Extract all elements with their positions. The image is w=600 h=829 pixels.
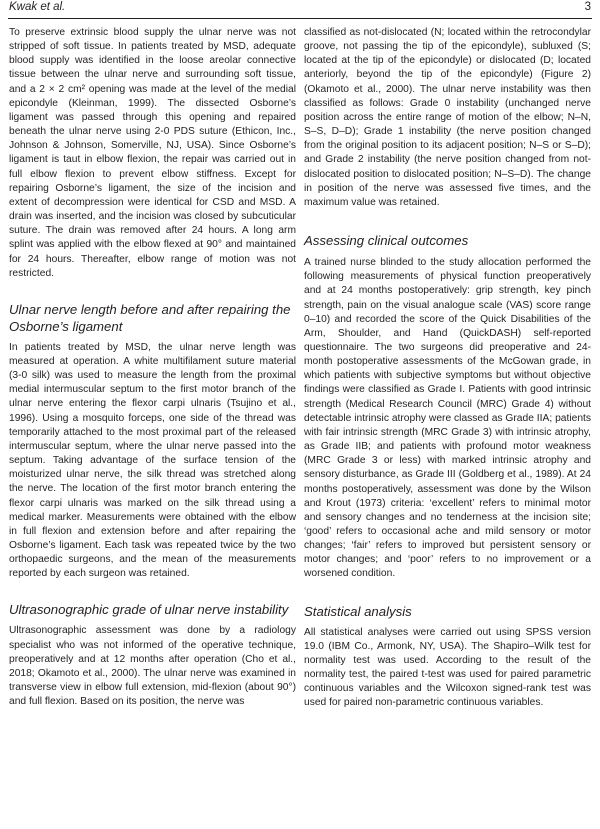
paragraph-clinical-outcomes: A trained nurse blinded to the study allocation performed the following measurements of physical function preoperatively and at 24 months postoperatively: grip strength, key pinch strength, pain on the visual analogue scale (VAS) score range 0–10) and recorded the score of the Quick Disabilities of the Arm, Shoulder, and Hand (QuickDASH) self-reported questionnaire. The two surgeons did preoperative and 24-month postoperative assessments of the McGowan grade, in which patients with subjective symptoms but without objective findings were classified as Grade I. Patients with good intrinsic strength (Medical Research Council (MRC) Grade 4) without detectable intrinsic atrophy were classed as Grade IIA; patients with fair intrinsic strength (MRC Grade 3) with intrinsic atrophy, as Grade IIB; and patients with profound motor weakness (MRC Grade 3 or less) with marked intrinsic atrophy and sensory disturbance, as Grade III (Goldberg et al., 1989). At 24 months postoperatively, assessment was done by the Wilson and Krout (1973) criteria: ‘excellent’ refers to minimal motor and sensory changes and no tenderness at the incision site; ‘good’ refers to occasional ache and mild sensory or motor changes; ‘fair’ refers to improved but persistent sensory or motor changes; and ‘poor’ refers to no improvement or a worsened condition. (304, 257, 591, 580)
heading-clinical-outcomes: Assessing clinical outcomes (304, 233, 469, 249)
heading-ulnar-nerve-length: Ulnar nerve length before and after repairing the Osborne’s ligament (9, 301, 291, 334)
paragraph-statistical-analysis: All statistical analyses were carried out using SPSS version 19.0 (IBM Co., Armonk, NY, USA). The Shapiro–Wilk test for normality test was used. According to the result of the normality test, the paired t-test was used for paired parametric continuous variables and the Wilcoxon signed-rank test was used for paired non-parametric continuous variables. (304, 626, 591, 709)
page-number: 3 (584, 1, 591, 13)
heading-statistical-analysis: Statistical analysis (304, 603, 412, 619)
header-rule (8, 18, 592, 19)
paragraph-instability-classification: classified as not-dislocated (N; located within the retrocondylar groove, not passing the tip of the epicondyle), subluxed (S; located at the tip of the epicondyle) or dislocated (D; located anteriorly, beyond the tip of the epicondyle) (Figure 2) (Okamoto et al., 2000). The ulnar nerve instability was then classified as follows: Grade 0 instability (unchanged nerve position across the entire range of motion of the elbow; N–N, S–S, D–D); Grade 1 instability (the nerve position changed from the original position to its adjacent position; N–S or S–D); and Grade 2 instability (the nerve position changed from not-dislocated position to dislocated position; N–S–D). The change in position of the nerve was assessed five times, and the maximum value was retained. (304, 27, 591, 208)
running-head: Kwak et al. (9, 1, 66, 13)
paragraph-ultrasonographic-grade: Ultrasonographic assessment was done by a radiology specialist who was not informed of the operative technique, preoperatively and at 12 months after operation (Cho et al., 2018; Okamoto et al., 2000). The ulnar nerve was examined in transverse view in elbow full extension, mid-flexion (about 90°) and full flexion. Based on its position, the nerve was (9, 625, 296, 708)
page-header (9, 0, 591, 16)
heading-ultrasonographic-grade: Ultrasonographic grade of ulnar nerve instability (9, 602, 289, 618)
left-column (9, 26, 296, 709)
paragraph-ulnar-nerve-length: In patients treated by MSD, the ulnar nerve length was measured at operation. A white multifilament suture material (3-0 silk) was used to measure the length from the proximal medial intermuscular septum to the first motor branch of the ulnar nerve entering the flexor carpi ulnaris (Tsujino et al., 1996). Using a mosquito forceps, one side of the thread was temporarily attached to the most proximal part of the released intermuscular septum, where the ulnar nerve passed into the septum. Taking advantage of the surface tension of the moisturized ulnar nerve, the silk thread was stretched along the nerve. The location of the first motor branch entering the flexor carpi ulnaris was marked on the silk thread using a medical marker. Measurements were obtained with the elbow in full flexion and extension before and after repairing the Osborne’s ligament. Each task was repeated twice by the two orthopaedic surgeons, and the mean of the measurements reported by each surgeon was retained. (9, 341, 296, 580)
right-column (304, 26, 591, 711)
paragraph-surgical-technique: To preserve extrinsic blood supply the ulnar nerve was not stripped of soft tissue. In patients treated by MSD, adequate blood supply was identified in the loose areolar connective tissue between the ulnar nerve and surrounding soft tissue, and a 2 × 2 cm² opening was made at the level of the medial epicondyle (Kleinman, 1999). The dissected Osborne’s ligament was passed through this opening and repaired beneath the ulnar nerve using 2-0 PDS suture (Ethicon, Inc., Johnson & Johnson, Somerville, NJ, USA). Since Osborne’s ligament is taut in elbow flexion, the repair was carried out in full elbow flexion to prevent elbow stiffness. Except for repairing Osborne’s ligament, the size of the incision and extent of decompression were identical for CSD and MSD. A drain was inserted, and the incision was closed by subcuticular suture. The drain was removed after 24 hours. A long arm splint was applied with the elbow flexed at 90° and maintained for 24 hours. Thereafter, elbow range of motion was not restricted. (9, 27, 296, 279)
